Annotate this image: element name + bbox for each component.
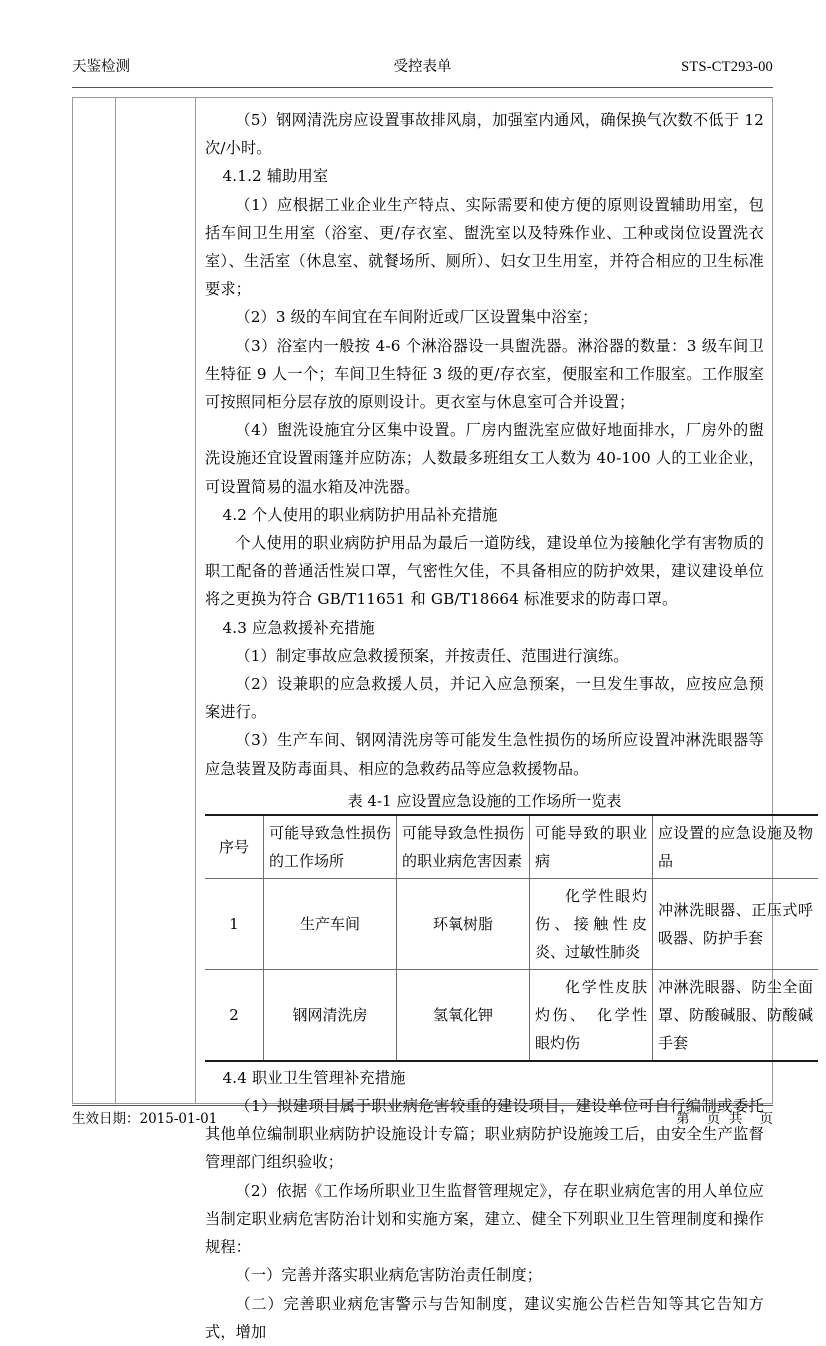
table-cell-seq: 1 bbox=[205, 878, 264, 969]
paragraph-management-item-1: （一）完善并落实职业病危害防治责任制度； bbox=[235, 1266, 543, 1285]
footer-effective-date: 生效日期：2015-01-01 bbox=[72, 1111, 218, 1127]
table-cell-site: 钢网清洗房 bbox=[264, 969, 397, 1061]
table-row bbox=[205, 878, 818, 969]
table-caption: 表 4-1 应设置应急设施的工作场所一览表 bbox=[347, 791, 622, 810]
table-header-disease: 可能导致的职业病 bbox=[530, 815, 653, 879]
table-header-seq: 序号 bbox=[205, 815, 264, 879]
table-cell-factor: 环氧树脂 bbox=[397, 878, 530, 969]
frame-column-divider-1 bbox=[115, 98, 116, 1103]
paragraph-management-item-2: （二）完善职业病危害警示与告知制度，建议实施公告栏告知等其它告知方式，增加 bbox=[205, 1294, 764, 1341]
header-document-code: STS-CT293-00 bbox=[681, 59, 773, 75]
table-header-factor: 可能导致急性损伤的职业病危害因素 bbox=[397, 815, 530, 879]
table-cell-disease: 化学性眼灼伤、接触性皮炎、过敏性肺炎 bbox=[530, 878, 653, 969]
heading-4-4: 4.4 职业卫生管理补充措施 bbox=[222, 1068, 406, 1087]
table-row bbox=[205, 969, 818, 1061]
paragraph-auxiliary-rooms-1: （1）应根据工业企业生产特点、实际需要和使方便的原则设置辅助用室，包括车间卫生用室（浴室、更/存衣室、盥洗室以及特殊作业、工种或岗位设置洗衣室）、生活室（休息室、就餐场所、厕所）、妇女卫生用室，并符合相应的卫生标准要求； bbox=[205, 195, 764, 299]
table-cell-equipment: 冲淋洗眼器、防尘全面罩、防酸碱服、防酸碱手套 bbox=[653, 969, 819, 1061]
paragraph-auxiliary-rooms-2: （2）3 级的车间宜在车间附近或厂区设置集中浴室； bbox=[235, 308, 598, 327]
paragraph-auxiliary-rooms-3: （3）浴室内一般按 4-6 个淋浴器设一具盥洗器。淋浴器的数量：3 级车间卫生特征 9 人一个；车间卫生特征 3 级的更/存衣室，便服室和工作服室。工作服室可按照同柜分层存放的原则设计。更衣室与休息室可合并设置； bbox=[205, 336, 764, 412]
heading-4-2: 4.2 个人使用的职业病防护用品补充措施 bbox=[222, 505, 498, 524]
table-header-row bbox=[205, 815, 818, 879]
table-cell-seq: 2 bbox=[205, 969, 264, 1061]
paragraph-emergency-3: （3）生产车间、钢网清洗房等可能发生急性损伤的场所应设置冲淋洗眼器等应急装置及防毒面具、相应的急救药品等应急救援物品。 bbox=[205, 731, 764, 778]
paragraph-auxiliary-rooms-4: （4）盥洗设施宜分区集中设置。厂房内盥洗室应做好地面排水，厂房外的盥洗设施还宜设置雨篷并应防冻；人数最多班组女工人数为 40-100 人的工业企业，可设置简易的温水箱及冲洗器。 bbox=[205, 421, 764, 496]
heading-4-3: 4.3 应急救援补充措施 bbox=[222, 618, 375, 637]
heading-4-1-2: 4.1.2 辅助用室 bbox=[222, 167, 329, 186]
header-form-title: 受控表单 bbox=[393, 59, 452, 75]
table-header-site: 可能导致急性损伤的工作场所 bbox=[264, 815, 397, 879]
header-company-name: 天鉴检测 bbox=[72, 59, 130, 75]
paragraph-emergency-1: （1）制定事故应急救援预案，并按责任、范围进行演练。 bbox=[235, 646, 629, 665]
table-cell-site: 生产车间 bbox=[264, 878, 397, 969]
paragraph-management-1: （1）拟建项目属于职业病危害较重的建设项目，建设单位可自行编制或委托其他单位编制职业病防护设施设计专篇；职业病防护设施竣工后，由安全生产监督管理部门组织验收； bbox=[205, 1097, 764, 1172]
table-cell-equipment: 冲淋洗眼器、正压式呼吸器、防护手套 bbox=[653, 878, 819, 969]
emergency-facilities-table bbox=[205, 814, 818, 1062]
table-cell-factor: 氢氧化钾 bbox=[397, 969, 530, 1061]
table-header-equipment: 应设置的应急设施及物品 bbox=[653, 815, 819, 879]
document-header bbox=[72, 58, 773, 88]
footer-page-number: 第 页 共 页 bbox=[676, 1111, 773, 1127]
table-cell-disease: 化学性皮肤灼伤、 化学性眼灼伤 bbox=[530, 969, 653, 1061]
paragraph-emergency-2: （2）设兼职的应急救援人员，并记入应急预案，一旦发生事故，应按应急预案进行。 bbox=[205, 675, 764, 722]
paragraph-management-2: （2）依据《工作场所职业卫生监督管理规定》，存在职业病危害的用人单位应当制定职业病危害防治计划和实施方案，建立、健全下列职业卫生管理制度和操作规程： bbox=[205, 1181, 765, 1257]
paragraph-ppe-measures: 个人使用的职业病防护用品为最后一道防线，建设单位为接触化学有害物质的职工配备的普通活性炭口罩，气密性欠佳，不具备相应的防护效果，建议建设单位将之更换为符合 GB/T11651 和 GB/T18664 标准要求的防毒口罩。 bbox=[205, 534, 764, 609]
document-footer bbox=[72, 1105, 773, 1133]
paragraph-5-ventilation: （5）钢网清洗房应设置事故排风扇，加强室内通风，确保换气次数不低于 12 次/小时。 bbox=[205, 111, 764, 158]
